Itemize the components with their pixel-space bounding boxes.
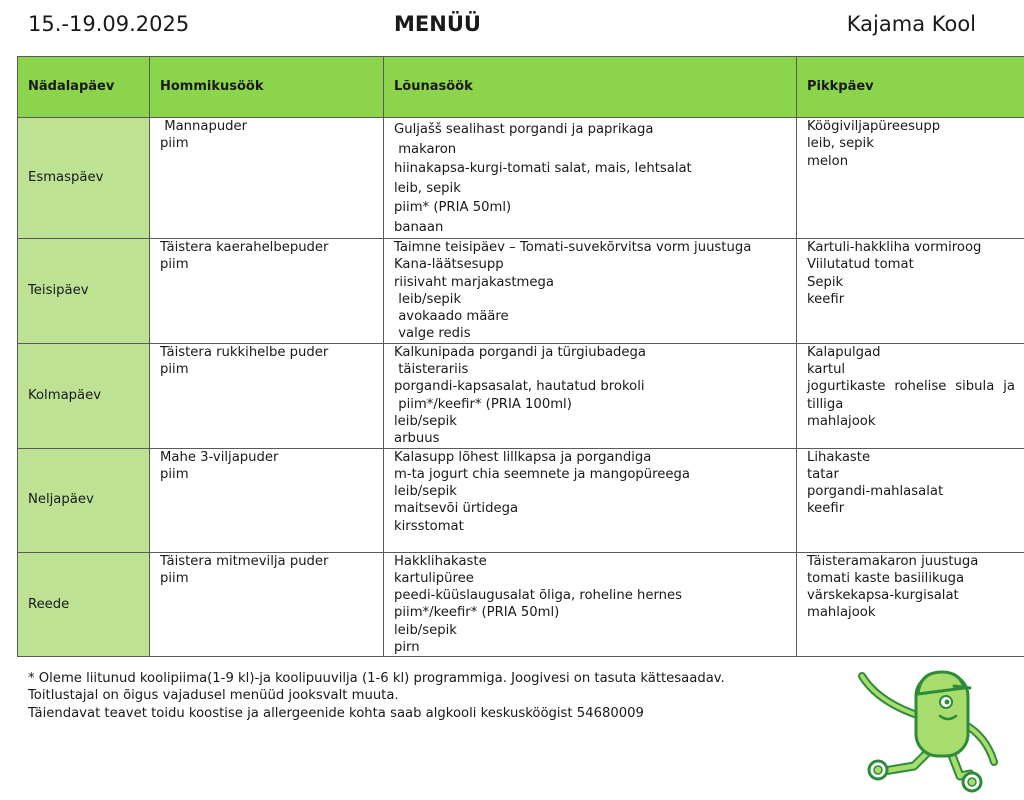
mascot-logo-icon xyxy=(858,666,1008,800)
menu-item: Lihakaste xyxy=(807,449,1015,466)
school-name: Kajama Kool xyxy=(847,12,976,36)
menu-item: kartulipüree xyxy=(394,570,786,587)
menu-table xyxy=(17,56,1024,657)
column-header-day: Nädalapäev xyxy=(18,57,150,118)
menu-item: porgandi-mahlasalat xyxy=(807,483,1015,500)
day-cell: Kolmapäev xyxy=(18,343,150,448)
menu-item: Kalapulgad xyxy=(807,344,1015,361)
menu-item: banaan xyxy=(394,218,786,238)
footer-note: Täiendavat teavet toidu koostise ja allergeenide kohta saab algkooli keskusköögist 54680009 xyxy=(28,705,725,722)
lunch-cell xyxy=(384,448,797,552)
afternoon-cell xyxy=(797,343,1024,448)
day-cell: Esmaspäev xyxy=(18,118,150,239)
lunch-cell xyxy=(384,118,797,239)
lunch-cell xyxy=(384,552,797,657)
menu-item: Kalasupp lõhest lillkapsa ja porgandiga xyxy=(394,449,786,466)
menu-item: peedi-küüslaugusalat õliga, roheline hernes xyxy=(394,587,786,604)
column-header-afternoon: Pikkpäev xyxy=(797,57,1024,118)
menu-item: Viilutatud tomat xyxy=(807,256,1015,273)
afternoon-cell xyxy=(797,118,1024,239)
day-cell: Reede xyxy=(18,552,150,657)
menu-item: värskekapsa-kurgisalat xyxy=(807,587,1015,604)
menu-item: Sepik xyxy=(807,274,1015,291)
menu-item: jogurtikaste rohelise sibula ja tilliga xyxy=(807,378,1015,413)
menu-item: kartul xyxy=(807,361,1015,378)
menu-item: täisterariis xyxy=(394,361,786,378)
menu-item: piim*/keefir* (PRIA 100ml) xyxy=(394,396,786,413)
menu-item: tomati kaste basiilikuga xyxy=(807,570,1015,587)
menu-item: avokaado määre xyxy=(394,308,786,325)
afternoon-cell xyxy=(797,552,1024,657)
menu-item: pirn xyxy=(394,639,786,656)
breakfast-cell xyxy=(150,343,384,448)
menu-item: tatar xyxy=(807,466,1015,483)
menu-item: mahlajook xyxy=(807,413,1015,430)
menu-item: Taimne teisipäev – Tomati-suvekõrvitsa vorm juustuga xyxy=(394,239,786,256)
menu-item: piim xyxy=(160,256,373,273)
day-cell: Teisipäev xyxy=(18,239,150,344)
menu-item: leib, sepik xyxy=(394,179,786,199)
menu-item: leib/sepik xyxy=(394,413,786,430)
table-row-monday xyxy=(18,118,1024,239)
menu-item: keefir xyxy=(807,500,1015,517)
table-row-wednesday xyxy=(18,343,1024,448)
menu-item: leib/sepik xyxy=(394,483,786,500)
footer-note: * Oleme liitunud koolipiima(1-9 kl)-ja koolipuuvilja (1-6 kl) programmiga. Joogivesi on tasuta kättesaadav. xyxy=(28,670,725,687)
menu-item: piim xyxy=(160,135,373,152)
column-header-breakfast: Hommikusöök xyxy=(150,57,384,118)
menu-item: Kalkunipada porgandi ja türgiubadega xyxy=(394,344,786,361)
footer-notes xyxy=(28,670,725,722)
breakfast-cell xyxy=(150,448,384,552)
page-title: MENÜÜ xyxy=(394,12,481,36)
menu-item: keefir xyxy=(807,291,1015,308)
menu-item: riisivaht marjakastmega xyxy=(394,274,786,291)
breakfast-cell xyxy=(150,118,384,239)
menu-item: Täistera mitmevilja puder xyxy=(160,553,373,570)
afternoon-cell xyxy=(797,448,1024,552)
menu-item: leib/sepik xyxy=(394,291,786,308)
table-header-row xyxy=(18,57,1024,118)
menu-item: leib/sepik xyxy=(394,622,786,639)
table-row-friday xyxy=(18,552,1024,657)
menu-dates: 15.-19.09.2025 xyxy=(28,12,189,36)
menu-item: Guljašš sealihast porgandi ja paprikaga xyxy=(394,120,786,140)
menu-item: Köögiviljapüreesupp xyxy=(807,118,1015,135)
menu-item: maitsevõi ürtidega xyxy=(394,500,786,517)
menu-item: makaron xyxy=(394,140,786,160)
menu-item: Kartuli-hakkliha vormiroog xyxy=(807,239,1015,256)
menu-item: piim xyxy=(160,361,373,378)
menu-item: Mahe 3-viljapuder xyxy=(160,449,373,466)
footer-note: Toitlustajal on õigus vajadusel menüüd jooksvalt muuta. xyxy=(28,687,725,704)
menu-item: porgandi-kapsasalat, hautatud brokoli xyxy=(394,378,786,395)
menu-item: piim* (PRIA 50ml) xyxy=(394,198,786,218)
lunch-cell xyxy=(384,239,797,344)
menu-item: piim xyxy=(160,570,373,587)
lunch-cell xyxy=(384,343,797,448)
menu-item: Mannapuder xyxy=(160,118,373,135)
menu-item: hiinakapsa-kurgi-tomati salat, mais, lehtsalat xyxy=(394,159,786,179)
menu-item: valge redis xyxy=(394,325,786,342)
menu-item: Kana-läätsesupp xyxy=(394,256,786,273)
menu-item: Täistera rukkihelbe puder xyxy=(160,344,373,361)
menu-item: piim*/keefir* (PRIA 50ml) xyxy=(394,604,786,621)
menu-item: piim xyxy=(160,466,373,483)
breakfast-cell xyxy=(150,552,384,657)
menu-item: melon xyxy=(807,153,1015,170)
menu-item: arbuus xyxy=(394,430,786,447)
menu-item: Täistera kaerahelbepuder xyxy=(160,239,373,256)
menu-item: leib, sepik xyxy=(807,135,1015,152)
menu-item: Hakklihakaste xyxy=(394,553,786,570)
menu-item: Täisteramakaron juustuga xyxy=(807,553,1015,570)
table-row-tuesday xyxy=(18,239,1024,344)
column-header-lunch: Lõunasöök xyxy=(384,57,797,118)
table-row-thursday xyxy=(18,448,1024,552)
afternoon-cell xyxy=(797,239,1024,344)
breakfast-cell xyxy=(150,239,384,344)
day-cell: Neljapäev xyxy=(18,448,150,552)
menu-item: kirsstomat xyxy=(394,518,786,535)
menu-item: mahlajook xyxy=(807,604,1015,621)
menu-item: m-ta jogurt chia seemnete ja mangopüreega xyxy=(394,466,786,483)
